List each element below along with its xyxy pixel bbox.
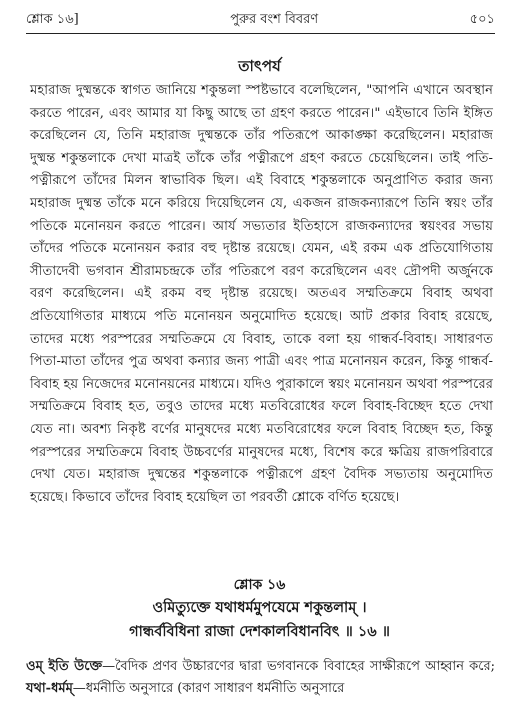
synonyms-section — [26, 656, 495, 700]
running-header — [26, 10, 495, 30]
synonym-term: যথা-ধর্মম্ — [26, 681, 73, 696]
header-verse-ref: শ্লোক ১৬] — [26, 11, 79, 27]
verse-text — [0, 596, 519, 644]
verse-heading: শ্লোক ১৬ — [233, 577, 286, 593]
synonyms-paragraph — [26, 656, 495, 700]
purport-paragraph: মহারাজ দুষ্মন্তকে স্বাগত জানিয়ে শকুন্তলা স্পষ্টভাবে বলেছিলেন, "আপনি এখানে অবস্থান করতে পারেন, এবং আমার যা কিছু আছে তা গ্রহণ করতে পারেন।" এইভাবে তিনি ইঙ্গিত করেছিলেন যে, তিনি মহারাজ দুষ্মন্তকে তাঁর পতিরূপে আকাঙ্ক্ষা করেছিলেন। মহারাজ দুষ্মন্ত শকুন্তলাকে দেখা মাত্রই তাঁকে তাঁর পত্নীরূপে গ্রহণ করতে চেয়েছিলেন। তাই পতি-পত্নীরূপে তাঁদের মিলন স্বাভাবিক ছিল। এই বিবাহে শকুন্তলাকে অনুপ্রাণিত করার জন্য মহারাজ দুষ্মন্ত তাঁকে মনে করিয়ে দিয়েছিলেন যে, একজন রাজকন্যারূপে তিনি স্বয়ং তাঁর পতিকে মনোনয়ন করতে পারেন। আর্য সভ্যতার ইতিহাসে রাজকন্যাদের স্বয়ংবর সভায় তাঁদের পতিকে মনোনয়ন করার বহু দৃষ্টান্ত রয়েছে। যেমন, এই রকম এক প্রতিযোগিতায় সীতাদেবী ভগবান শ্রীরামচন্দ্রকে তাঁর পতিরূপে বরণ করেছিলেন এবং দ্রৌপদী অর্জুনকে বরণ করেছিলেন। এই রকম বহু দৃষ্টান্ত রয়েছে। অতএব সম্মতিক্রমে বিবাহ অথবা প্রতিযোগিতার মাধ্যমে পতি মনোনয়ন অনুমোদিত হয়েছে। আট প্রকার বিবাহ রয়েছে, তাদের মধ্যে পরস্পরের সম্মতিক্রমে যে বিবাহ, তাকে বলা হয় গান্ধর্ব-বিবাহ। সাধারণত পিতা-মাতা তাঁদের পুত্র অথবা কন্যার জন্য পাত্রী এবং পাত্র মনোনয়ন করেন, কিন্তু গান্ধর্ব-বিবাহ হয় নিজেদের মনোনয়নের মাধ্যমে। যদিও পুরাকালে স্বয়ং মনোনয়ন অথবা পরস্পরের সম্মতিক্রমে বিবাহ হত, তবুও তাদের মধ্যে মতবিরোধের ফলে বিবাহ-বিচ্ছেদ হতে দেখা যেত না। অবশ্য নিকৃষ্ট বর্ণের মানুষদের মধ্যে মতবিরোধের ফলে বিবাহ বিচ্ছেদ হত, কিন্তু পরস্পরের সম্মতিক্রমে বিবাহ উচ্চবর্ণের মানুষদের মধ্যে, বিশেষ করে ক্ষত্রিয় রাজপরিবারে দেখা যেত। মহারাজ দুষ্মন্তের শকুন্তলাকে পত্নীরূপে গ্রহণ বৈদিক সভ্যতায় অনুমোদিত হয়েছে। কিভাবে তাঁদের বিবাহ হয়েছিল তা পরবর্তী শ্লোকে বর্ণিত হয়েছে। — [30, 83, 493, 505]
synonym-meaning: —ধর্মনীতি অনুসারে (কারণ সাধারণ ধর্মনীতি অনুসারে — [72, 681, 345, 696]
purport-title: তাৎপর্য — [238, 57, 281, 75]
verse-line: গান্ধর্ববিধিনা রাজা দেশকালবিধানবিৎ ॥ ১৬ ॥ — [129, 623, 390, 640]
verse-line: ওমিত্যুক্তে যথাধর্মমুপযেমে শকুন্তলাম্ । — [152, 599, 367, 616]
synonym-meaning: —বৈদিক প্রণব উচ্চারণের দ্বারা ভগবানকে বিবাহের সাক্ষীরূপে আহ্বান করে; — [102, 659, 495, 674]
header-chapter-title: পুরুর বংশ বিবরণ — [230, 11, 319, 27]
header-page-number: ৫০১ — [469, 11, 495, 27]
purport-body — [30, 80, 493, 509]
header-divider — [26, 33, 495, 34]
synonym-term: ওম্ ইতি উক্তে — [26, 659, 103, 674]
